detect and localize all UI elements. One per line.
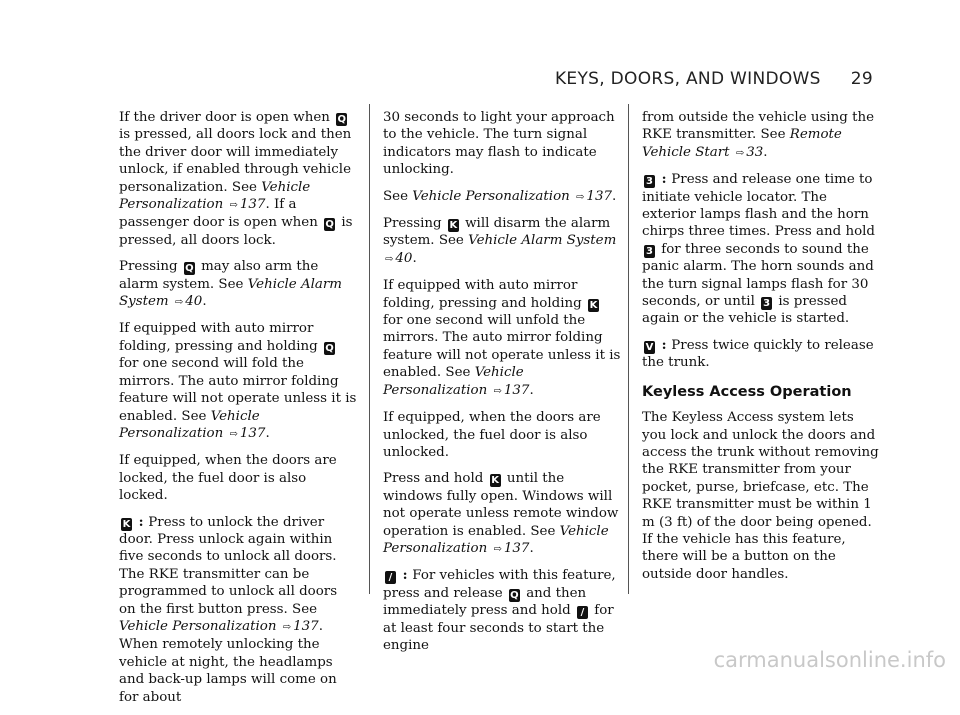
lock-icon: Q bbox=[325, 219, 334, 231]
vehicle-locator-icon: 3 bbox=[644, 175, 655, 188]
cross-reference-link[interactable]: Remote Vehicle Start bbox=[642, 127, 842, 160]
page-reference[interactable]: 137 bbox=[239, 197, 266, 213]
paragraph: If equipped, when the doors are unlocked, the fuel door is also unlocked. bbox=[383, 410, 601, 460]
cross-reference-link[interactable]: Vehicle Personalization bbox=[412, 188, 570, 204]
cross-reference-link[interactable]: Vehicle Personalization bbox=[119, 618, 277, 634]
lock-icon: Q bbox=[337, 114, 346, 125]
arrow-icon: ⇨ bbox=[229, 428, 238, 440]
cross-reference-link[interactable]: Vehicle Personalization bbox=[383, 523, 609, 556]
unlock-icon: K bbox=[589, 299, 598, 311]
paragraph: Pressing Q may also arm the alarm system. See Vehicle Alarm System ⇨ 40. bbox=[119, 259, 342, 310]
column-divider bbox=[369, 104, 370, 594]
paragraph: If equipped with auto mirror folding, pressing and holding Q for one second will fold the mirrors. The auto mirror folding feature will not operate unless it is enabled. See Vehicle Personalization ⇨ 137. bbox=[119, 321, 357, 441]
cross-reference-link[interactable]: Vehicle Personalization bbox=[119, 179, 311, 213]
paragraph: Pressing K will disarm the alarm system. See Vehicle Alarm System ⇨ 40. bbox=[383, 216, 617, 266]
arrow-icon: ⇨ bbox=[493, 385, 502, 397]
column-2 bbox=[383, 109, 621, 663]
unlock-icon: K bbox=[449, 220, 458, 232]
paragraph: If the driver door is open when Q is pressed, all doors lock and then the driver door will immediately unlock, if enabled through vehicle personalization. See Vehicle Personalization ⇨ 137. If a passenger door is open when Q is pressed, all doors lock. bbox=[119, 110, 353, 248]
page-number: 29 bbox=[850, 69, 873, 89]
paragraph: See Vehicle Personalization ⇨ 137. bbox=[383, 188, 617, 204]
unlock-icon: K bbox=[491, 475, 499, 487]
cross-reference-link[interactable]: Vehicle Alarm System bbox=[468, 233, 617, 249]
paragraph: V : Press twice quickly to release the trunk. bbox=[642, 336, 874, 371]
page-reference[interactable]: 137 bbox=[503, 382, 530, 398]
section-heading: Keyless Access Operation bbox=[642, 383, 852, 400]
column-1 bbox=[119, 109, 357, 715]
column-3 bbox=[642, 109, 882, 592]
page-header bbox=[555, 69, 873, 89]
column-divider bbox=[628, 104, 629, 594]
cross-reference-link[interactable]: Vehicle Personalization bbox=[119, 408, 260, 441]
lock-icon: Q bbox=[510, 589, 519, 601]
page-reference[interactable]: 33 bbox=[746, 144, 764, 160]
paragraph: If equipped, when the doors are locked, the fuel door is also locked. bbox=[119, 453, 337, 504]
arrow-icon: ⇨ bbox=[576, 191, 585, 203]
paragraph: Press and hold K until the windows fully open. Windows will not operate unless remote window operation is enabled. See Vehicle Personalization ⇨ 137. bbox=[383, 471, 619, 556]
cross-reference-link[interactable]: Vehicle Personalization bbox=[383, 365, 524, 398]
arrow-icon: ⇨ bbox=[229, 200, 238, 212]
arrow-icon: ⇨ bbox=[493, 543, 502, 555]
unlock-icon: K bbox=[122, 518, 131, 530]
arrow-icon: ⇨ bbox=[735, 147, 745, 159]
watermark: carmanualsonline.info bbox=[713, 648, 946, 672]
paragraph: / : For vehicles with this feature, press and release Q and then immediately press and hold / for at least four seconds to start the engine bbox=[383, 567, 616, 653]
paragraph: 3 : Press and release one time to initiate vehicle locator. The exterior lamps flash and the horn chirps three times. Press and hold 3 for three seconds to sound the panic alarm. The horn sounds and the turn signal lamps flash for 30 seconds, or until 3 is pressed again or the vehicle is started. bbox=[642, 171, 876, 327]
cross-reference-link[interactable]: Vehicle Alarm System bbox=[119, 276, 342, 310]
vehicle-locator-icon: 3 bbox=[644, 245, 655, 258]
vehicle-locator-icon: 3 bbox=[761, 297, 772, 310]
trunk-icon: V bbox=[645, 341, 654, 353]
page-reference[interactable]: 40 bbox=[185, 294, 203, 310]
paragraph: The Keyless Access system lets you lock and unlock the doors and access the trunk without removing the RKE transmitter from your pocket, purse, briefcase, etc. The RKE transmitter must be within 1 m (3 ft) of the door being opened. If the vehicle has this feature, there will be a button on the outside door handles. bbox=[642, 410, 879, 582]
section-title: KEYS, DOORS, AND WINDOWS bbox=[554, 69, 821, 89]
arrow-icon: ⇨ bbox=[174, 297, 184, 309]
page-reference[interactable]: 137 bbox=[503, 540, 530, 556]
remote-start-icon: / bbox=[577, 606, 588, 619]
lock-icon: Q bbox=[185, 263, 194, 275]
arrow-icon: ⇨ bbox=[282, 621, 292, 633]
paragraph: from outside the vehicle using the RKE transmitter. See Remote Vehicle Start ⇨ 33. bbox=[642, 110, 875, 160]
paragraph: K : Press to unlock the driver door. Press unlock again within five seconds to unlock all doors. The RKE transmitter can be programmed to unlock all doors on the first button press. See Vehicle Personalization ⇨ 137. When remotely unlocking the vehicle at night, the headlamps and back-up lamps will come on for about bbox=[119, 513, 338, 705]
page-reference[interactable]: 40 bbox=[395, 250, 413, 266]
page-reference[interactable]: 137 bbox=[239, 425, 266, 441]
remote-start-icon: / bbox=[385, 571, 396, 584]
page-reference[interactable]: 137 bbox=[293, 618, 319, 634]
arrow-icon: ⇨ bbox=[385, 253, 394, 265]
page-reference[interactable]: 137 bbox=[586, 188, 612, 204]
paragraph: If equipped with auto mirror folding, pressing and holding K for one second will unfold the mirrors. The auto mirror folding feature will not operate unless it is enabled. See Vehicle Personalization ⇨ 137. bbox=[383, 278, 621, 398]
lock-icon: Q bbox=[325, 342, 334, 354]
paragraph: 30 seconds to light your approach to the vehicle. The turn signal indicators may flash to indicate unlocking. bbox=[383, 110, 615, 178]
